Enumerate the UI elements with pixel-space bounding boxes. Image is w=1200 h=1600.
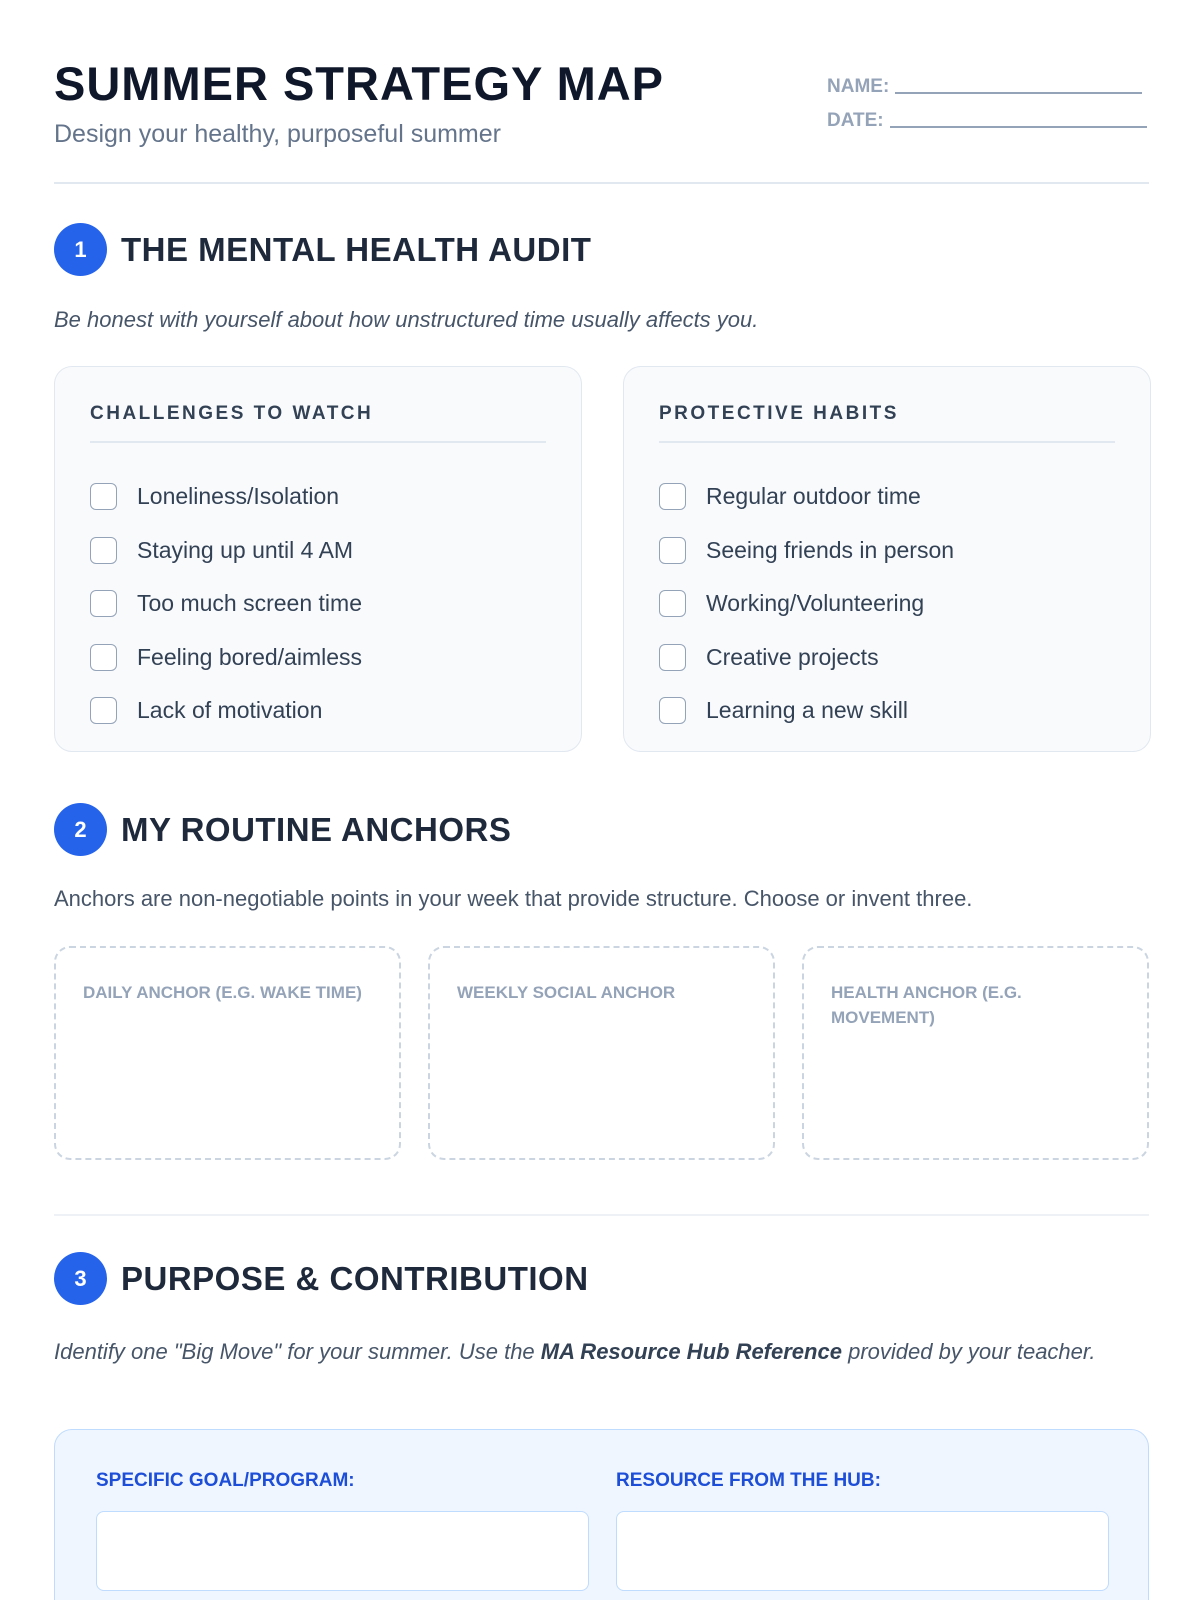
challenges-card-title: CHALLENGES TO WATCH: [90, 403, 374, 424]
resource-input[interactable]: [616, 1511, 1109, 1591]
checkbox[interactable]: [90, 697, 117, 724]
checklist-item-label: Staying up until 4 AM: [137, 536, 354, 563]
checkbox[interactable]: [90, 644, 117, 671]
checklist-item-label: Regular outdoor time: [706, 483, 921, 510]
checklist-item[interactable]: [659, 577, 954, 631]
checkbox[interactable]: [90, 483, 117, 510]
name-line[interactable]: [895, 92, 1142, 94]
section-2-heading: [54, 803, 511, 856]
section-number-badge: 3: [54, 1252, 107, 1305]
habits-checklist: [659, 470, 954, 738]
habits-card-title: PROTECTIVE HABITS: [659, 403, 899, 424]
checklist-item-label: Loneliness/Isolation: [137, 483, 340, 510]
checkbox[interactable]: [659, 483, 686, 510]
checklist-item[interactable]: [659, 524, 954, 578]
section-1-heading: [54, 223, 591, 276]
checklist-item-label: Working/Volunteering: [706, 590, 925, 617]
page-subtitle: Design your healthy, purposeful summer: [54, 120, 501, 148]
checkbox[interactable]: [90, 590, 117, 617]
weekly-social-anchor-box[interactable]: [428, 946, 775, 1160]
checklist-item-label: Creative projects: [706, 643, 879, 670]
checkbox[interactable]: [659, 537, 686, 564]
name-label: NAME:: [827, 76, 890, 97]
worksheet-header: [54, 56, 1149, 184]
anchor-label: WEEKLY SOCIAL ANCHOR: [457, 983, 676, 1002]
name-field[interactable]: [827, 76, 1142, 98]
checklist-item-label: Seeing friends in person: [706, 536, 955, 563]
date-line[interactable]: [890, 126, 1147, 128]
checkbox[interactable]: [90, 537, 117, 564]
intro-text: Identify one "Big Move" for your summer. Use the: [54, 1339, 541, 1364]
habits-card: [623, 366, 1151, 752]
section-3-heading: [54, 1252, 589, 1305]
anchor-label: HEALTH ANCHOR (E.G. MOVEMENT): [831, 983, 1022, 1027]
checklist-item[interactable]: [90, 470, 362, 524]
checklist-item-label: Learning a new skill: [706, 697, 909, 724]
resource-hub-reference: MA Resource Hub Reference: [540, 1339, 842, 1364]
section-1-intro: Be honest with yourself about how unstructured time usually affects you.: [54, 307, 759, 332]
intro-text: provided by your teacher.: [841, 1339, 1096, 1364]
checkbox[interactable]: [659, 644, 686, 671]
section-3-intro: [54, 1335, 1149, 1368]
goal-field-label: SPECIFIC GOAL/PROGRAM:: [96, 1470, 355, 1491]
checklist-item[interactable]: [659, 631, 954, 685]
section-number-badge: 1: [54, 223, 107, 276]
checkbox[interactable]: [659, 590, 686, 617]
section-divider: [54, 1214, 1149, 1216]
divider: [90, 441, 546, 443]
purpose-box: [54, 1429, 1149, 1600]
section-title: PURPOSE & CONTRIBUTION: [121, 1259, 589, 1297]
goal-input[interactable]: [96, 1511, 589, 1591]
section-title: MY ROUTINE ANCHORS: [121, 810, 512, 848]
section-2-intro: Anchors are non-negotiable points in your week that provide structure. Choose or invent three.: [54, 886, 973, 911]
challenges-checklist: [90, 470, 362, 738]
checklist-item[interactable]: [90, 631, 362, 685]
checklist-item-label: Feeling bored/aimless: [137, 643, 363, 670]
daily-anchor-box[interactable]: [54, 946, 401, 1160]
checkbox[interactable]: [659, 697, 686, 724]
worksheet-page: [54, 0, 1149, 1600]
date-field[interactable]: [827, 110, 1147, 132]
resource-field-label: RESOURCE FROM THE HUB:: [616, 1470, 881, 1491]
divider: [659, 441, 1115, 443]
checklist-item-label: Too much screen time: [137, 590, 362, 617]
date-label: DATE:: [827, 110, 884, 131]
challenges-card: [54, 366, 582, 752]
checklist-item[interactable]: [659, 470, 954, 524]
checklist-item[interactable]: [90, 577, 362, 631]
checklist-item[interactable]: [90, 524, 362, 578]
section-number-badge: 2: [54, 803, 107, 856]
section-title: THE MENTAL HEALTH AUDIT: [121, 230, 592, 268]
page-title: SUMMER STRATEGY MAP: [54, 57, 665, 110]
checklist-item[interactable]: [659, 684, 954, 738]
health-anchor-box[interactable]: [802, 946, 1149, 1160]
anchor-label: DAILY ANCHOR (E.G. WAKE TIME): [83, 983, 362, 1002]
checklist-item-label: Lack of motivation: [137, 697, 323, 724]
checklist-item[interactable]: [90, 684, 362, 738]
